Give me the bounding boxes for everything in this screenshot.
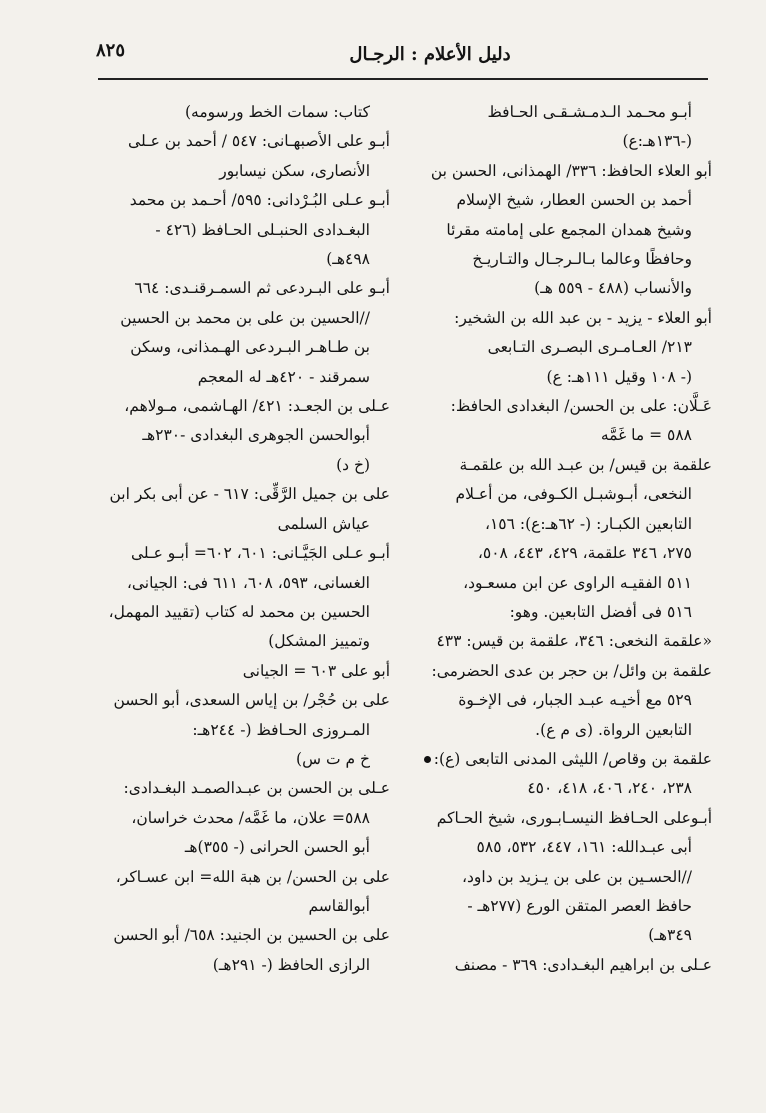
index-column-right (400, 98, 712, 980)
entry-line: عَـلَّان: على بن الحسن/ البغدادى الحافظ: (450, 397, 712, 416)
entry-line: عـلى بن الجعـد: ٤٢١/ الهـاشمى، مـولاهم، (124, 397, 390, 416)
entry-line: أبـو عـلى البُـرْدانى: ٥٩٥/ أحـمد بن محمد (129, 191, 390, 210)
index-entry (78, 686, 390, 774)
entry-line: «علقمة النخعى: ٣٤٦، علقمة بن قيس: ٤٣٣ (436, 632, 712, 651)
entry-line: أبوالقاسم (308, 896, 370, 915)
entry-line: عياش السلمى (277, 514, 370, 533)
entry-line: أبـو على الأصبهـانى: ٥٤٧ / أحمد بن عـلى (128, 132, 390, 151)
index-entry (78, 480, 390, 539)
entry-line: بن طـاهـر البـردعى الهـمذانى، وسكن (130, 338, 370, 357)
entry-line: ٢٣٨، ٢٤٠، ٤٠٦، ٤١٨، ٤٥٠ (527, 779, 692, 798)
index-entry (400, 451, 712, 627)
entry-line: //الحسـين بن على بن يـزيد بن داود، (462, 867, 692, 886)
entry-line: على بن حُجْر/ بن إياس السعدى، أبو الحسن (113, 691, 390, 710)
entry-line: الأنصارى، سكن نيسابور (219, 161, 370, 180)
index-entry (78, 657, 390, 686)
entry-line: وحافظًا وعالما بـالـرجـال والتـاريـخ (472, 250, 692, 269)
entry-line: علقمة بن وقاص/ الليثى المدنى التابعى (ع): (433, 749, 712, 768)
entry-line: عـلى بن الحسن بن عبـدالصمـد البغـدادى: (123, 779, 390, 798)
entry-line: الغسانى، ٥٩٣، ٦٠٨، ٦١١ فى: الجيانى، (126, 573, 370, 592)
entry-line: ٢٧٥، ٣٤٦ علقمة، ٤٢٩، ٤٤٣، ٥٠٨، (477, 544, 692, 563)
index-entry (400, 657, 712, 745)
ink-dot (424, 756, 431, 763)
entry-line: النخعى، أبـوشبـل الكـوفى، من أعـلام (455, 485, 692, 504)
index-entry (400, 745, 712, 804)
entry-line: حافظ العصر المتقن الورع (٢٧٧هـ - (467, 896, 692, 915)
index-entry (400, 951, 712, 980)
index-entry (78, 921, 390, 980)
index-column-left (78, 98, 390, 980)
index-entry (400, 304, 712, 392)
entry-line: على بن جميل الرَّقِّى: ٦١٧ - عن أبى بكر ابن (109, 485, 390, 504)
entry-line: أبـوعلى الحـافظ النيسـابـورى، شيخ الحـاكم (436, 808, 712, 827)
entry-line: ٥١٦ فى أفضل التابعين. وهو: (509, 602, 692, 621)
entry-line: والأنساب (٤٨٨ - ٥٥٩ هـ) (534, 279, 692, 298)
entry-line: أبوالحسن الجوهرى البغدادى -٢٣٠هـ (142, 426, 370, 445)
index-entry (78, 98, 390, 127)
entry-line: علقمة بن وائل/ بن حجر بن عدى الحضرمى: (431, 661, 712, 680)
entry-line: علقمة بن قيس/ بن عبـد الله بن علقمـة (459, 455, 712, 474)
entry-line: أبـو عـلى الجَيَّـانى: ٦٠١، ٦٠٢= أبـو عـلى (131, 544, 390, 563)
entry-line: التابعين الكبـار: (- ٦٢هـ:ع): ١٥٦، (484, 514, 692, 533)
index-entry (400, 627, 712, 656)
entry-line: أبـو على البـردعى ثم السمـرقنـدى: ٦٦٤ (134, 279, 390, 298)
index-entry (78, 392, 390, 480)
entry-line: أبو على ٦٠٣ = الجيانى (242, 661, 390, 680)
entry-line: خ م ت س) (296, 749, 370, 768)
entry-line: المـروزى الحـافظ (- ٢٤٤هـ: (192, 720, 370, 739)
index-entry (78, 539, 390, 657)
index-entry (78, 274, 390, 392)
entry-line: ٥٨٨= علان، ما غَمَّه/ محدث خراسان، (131, 808, 370, 827)
index-entry (400, 804, 712, 951)
index-entry (400, 157, 712, 304)
entry-line: (خ د) (336, 455, 370, 474)
entry-line: أبو العلاء الحافظ: ٣٣٦/ الهمذانى، الحسن بن (430, 161, 712, 180)
running-header-title: دليل الأعلام : الرجـال (349, 44, 511, 65)
entry-line: أبـو محـمد الـدمـشـقـى الحـافظ (487, 103, 692, 121)
entry-line: الرازى الحافظ (- ٢٩١هـ) (212, 955, 370, 974)
entry-line: ٥١١ الفقيـه الراوى عن ابن مسعـود، (463, 573, 692, 592)
entry-line: سمرقند - ٤٢٠هـ له المعجم (197, 367, 370, 386)
entry-line: ٥٨٨ = ما غَمَّه (600, 426, 692, 445)
index-entry (400, 392, 712, 451)
index-entry (78, 127, 390, 186)
index-entry (78, 863, 390, 922)
entry-line: وتمييز المشكل) (268, 632, 370, 651)
index-entry (78, 186, 390, 274)
entry-line: وشيخ همدان المجمع على إمامته مقرئا (446, 220, 692, 239)
entry-line: أبو العلاء - يزيد - بن عبد الله بن الشخير: (454, 308, 712, 327)
entry-line: ٢١٣/ العـامـرى البصـرى التـابعى (487, 338, 692, 357)
entry-line: ٥٢٩ مع أخيـه عبـد الجبار، فى الإخـوة (458, 691, 692, 710)
entry-line: على بن الحسن/ بن هبة الله= ابن عسـاكر، (115, 867, 390, 886)
entry-line: أبى عبـدالله: ١٦١، ٤٤٧، ٥٣٢، ٥٨٥ (476, 838, 692, 857)
entry-line: أبو الحسن الحرانى (- ٣٥٥)هـ (184, 838, 370, 857)
entry-line: البغـدادى الحنبـلى الحـافظ (٤٢٦ - (155, 220, 370, 239)
entry-line: عـلى بن ابراهيم البغـدادى: ٣٦٩ - مصنف (454, 955, 712, 974)
entry-line: (-١٣٦هـ:ع) (622, 132, 692, 151)
entry-line: ٣٤٩هـ) (648, 926, 692, 945)
entry-line: كتاب: سمات الخط ورسومه) (184, 103, 370, 121)
entry-line: (- ١٠٨ وقيل ١١١هـ: ع) (546, 367, 692, 386)
page-number: ٨٢٥ (96, 40, 126, 61)
entry-line: أحمد بن الحسن العطار، شيخ الإسلام (456, 191, 692, 210)
entry-line: //الحسين بن على بن محمد بن الحسين (120, 308, 370, 327)
header-rule (98, 78, 708, 80)
index-entry (78, 774, 390, 862)
entry-line: التابعين الرواة. (ى م ع). (535, 720, 692, 739)
entry-line: الحسين بن محمد له كتاب (تقييد المهمل، (108, 602, 370, 621)
entry-line: ٤٩٨هـ) (326, 250, 370, 269)
index-entry (400, 98, 712, 157)
entry-line: على بن الحسين بن الجنيد: ٦٥٨/ أبو الحسن (113, 926, 390, 945)
